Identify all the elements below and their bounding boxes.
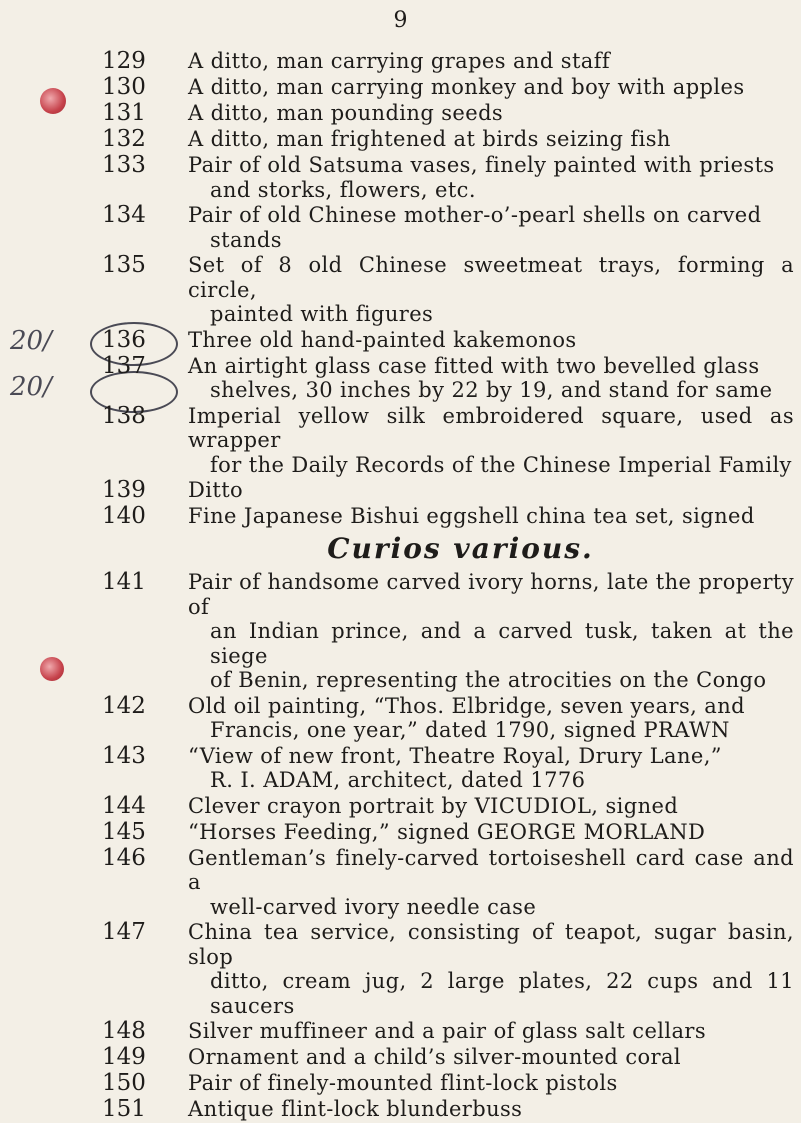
lot-entry [0, 327, 801, 353]
lot-entry [0, 100, 801, 126]
lot-description: A ditto, man carrying grapes and staff [188, 49, 611, 73]
lot-entry [0, 126, 801, 152]
lot-entry [0, 1096, 801, 1122]
lot-entry [0, 477, 801, 503]
lot-number: 143 [102, 742, 146, 769]
lot-number: 136 [102, 326, 146, 353]
lot-entry [0, 353, 801, 403]
page-number: 9 [393, 8, 408, 33]
lot-number: 146 [102, 844, 146, 871]
lot-description: “Horses Feeding,” signed GEORGE MORLAND [188, 819, 706, 844]
lot-number: 147 [102, 919, 146, 945]
lot-entry [0, 819, 801, 845]
lot-number: 135 [102, 252, 146, 278]
lot-number: 150 [102, 1070, 146, 1096]
lot-entry [0, 1018, 801, 1044]
lot-number: 133 [102, 152, 146, 178]
lot-number: 138 [102, 402, 146, 429]
pencil-note-lot-139: 20/ [10, 372, 52, 402]
lot-description: A ditto, man pounding seeds [188, 101, 504, 125]
lot-description: Set of 8 old Chinese sweetmeat trays, forming a circle, painted with figures [188, 253, 794, 326]
lot-number: 140 [102, 503, 146, 529]
lot-description: Old oil painting, “Thos. Elbridge, seven years, and Francis, one year,” dated 1790, signed PRAWN [188, 693, 745, 742]
lot-description: Antique flint-lock blunderbuss [188, 1097, 523, 1121]
lot-entry [0, 1044, 801, 1070]
lot-entry [0, 743, 801, 793]
lot-number: 145 [102, 818, 146, 845]
lot-number: 134 [102, 202, 146, 228]
lot-description: An airtight glass case fitted with two bevelled glass shelves, 30 inches by 22 by 19, and stand for same [188, 353, 773, 402]
lot-number: 132 [102, 126, 146, 152]
lot-entry [0, 693, 801, 743]
lot-description: Pair of handsome carved ivory horns, late the property of an Indian prince, and a carved tusk, taken at the siege of Benin, representing the atrocities on the Congo [188, 570, 794, 692]
lot-number: 129 [102, 48, 146, 74]
lot-description: A ditto, man frightened at birds seizing fish [188, 127, 671, 151]
lot-description: “View of new front, Theatre Royal, Drury Lane,” R. I. ADAM, architect, dated 1776 [188, 743, 722, 792]
lot-description: Gentleman’s finely-carved tortoiseshell card case and a well-carved ivory needle case [188, 845, 794, 919]
lot-number: 137 [102, 352, 146, 379]
lot-number: 131 [102, 100, 146, 126]
lot-description: Three old hand-painted kakemonos [188, 327, 577, 352]
lot-description: Clever crayon portrait by VICUDIOL, signed [188, 793, 679, 818]
lot-description: Fine Japanese Bishui eggshell china tea set, signed [188, 504, 755, 528]
lot-entry [0, 403, 801, 478]
lot-description: Ditto [188, 478, 244, 502]
lot-entry [0, 74, 801, 100]
lot-list [0, 48, 801, 1122]
lot-entry [0, 48, 801, 74]
lot-description: Pair of old Satsuma vases, finely painted with priests and storks, flowers, etc. [188, 153, 775, 202]
lot-number: 139 [102, 477, 146, 503]
lot-description: Ornament and a child’s silver-mounted coral [188, 1045, 682, 1069]
lot-entry [0, 919, 801, 1018]
lot-entry [0, 793, 801, 819]
lot-number: 148 [102, 1018, 146, 1044]
lot-description: Silver muffineer and a pair of glass salt cellars [188, 1019, 707, 1043]
lot-entry [0, 252, 801, 327]
lot-entry [0, 569, 801, 693]
lot-number: 149 [102, 1044, 146, 1070]
lot-number: 130 [102, 74, 146, 100]
lot-entry [0, 503, 801, 529]
lot-number: 144 [102, 792, 146, 819]
lot-description: China tea service, consisting of teapot, sugar basin, slop ditto, cream jug, 2 large plates, 22 cups and 11 saucers [188, 920, 794, 1018]
lot-entry [0, 845, 801, 920]
lot-description: A ditto, man carrying monkey and boy with apples [188, 75, 745, 99]
lot-description: Pair of finely-mounted flint-lock pistols [188, 1071, 618, 1095]
lot-number: 151 [102, 1096, 146, 1122]
lot-entry [0, 1070, 801, 1096]
section-heading: Curios various. [327, 532, 594, 565]
pencil-note-lot-138: 20/ [10, 326, 52, 356]
lot-description: Pair of old Chinese mother-o’-pearl shells on carved stands [188, 203, 762, 252]
lot-number: 141 [102, 569, 146, 595]
lot-entry [0, 152, 801, 202]
lot-number: 142 [102, 692, 146, 719]
lot-description: Imperial yellow silk embroidered square, used as wrapper for the Daily Records of the Chinese Imperial Family [188, 403, 794, 477]
lot-entry [0, 202, 801, 252]
